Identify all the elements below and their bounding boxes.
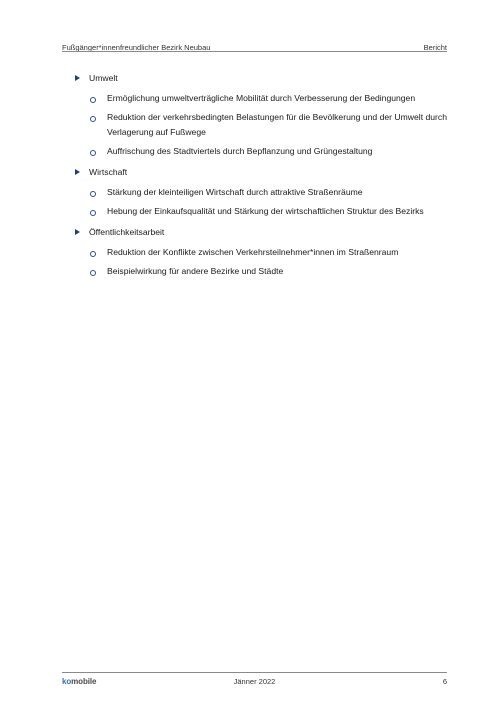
list-item-text: Auffrischung des Stadtviertels durch Bepflanzung und Grüngestaltung: [107, 145, 373, 156]
triangle-bullet-icon: [75, 169, 80, 175]
list-item-text: Reduktion der Konflikte zwischen Verkehrsteilnehmer*innen im Straßenraum: [107, 247, 399, 257]
document-type: Bericht: [423, 43, 447, 52]
page-footer: [62, 677, 447, 689]
list-item: [90, 204, 447, 220]
section-umwelt: [75, 71, 447, 159]
section-heading: [75, 165, 447, 178]
sub-list: [90, 185, 447, 219]
sub-list: [90, 91, 447, 159]
section-title: Wirtschaft: [89, 166, 128, 177]
page-number: 6: [442, 677, 447, 686]
section-heading: [75, 71, 447, 84]
list-item-text: Stärkung der kleinteiligen Wirtschaft durch attraktive Straßenräume: [107, 187, 363, 197]
page-header: [62, 38, 447, 52]
circle-bullet-icon: [90, 191, 96, 197]
list-item: [90, 264, 447, 280]
list-item: [90, 245, 447, 261]
circle-bullet-icon: [90, 116, 96, 122]
footer-divider: [62, 672, 447, 673]
circle-bullet-icon: [90, 251, 96, 257]
section-oeffentlichkeitsarbeit: [75, 225, 447, 279]
circle-bullet-icon: [90, 210, 96, 216]
circle-bullet-icon: [90, 150, 96, 156]
list-item: [90, 110, 447, 141]
section-title: Öffentlichkeitsarbeit: [89, 226, 165, 237]
list-item: [90, 185, 447, 201]
main-content: [75, 71, 447, 285]
list-item-text: Reduktion der verkehrsbedingten Belastungen für die Bevölkerung und der Umwelt durch Verlagerung auf Fußwege: [107, 111, 447, 137]
list-item-text: Beispielwirkung für andere Bezirke und Städte: [107, 265, 284, 276]
sub-list: [90, 245, 447, 279]
komobile-logo: komobile: [62, 677, 97, 686]
circle-bullet-icon: [90, 97, 96, 103]
footer-date: Jänner 2022: [233, 677, 276, 686]
triangle-bullet-icon: [75, 75, 80, 81]
triangle-bullet-icon: [75, 229, 80, 235]
document-title: Fußgänger*innenfreundlicher Bezirk Neubau: [62, 43, 211, 52]
header-divider: [62, 51, 447, 52]
list-item: [90, 144, 447, 160]
list-item: [90, 91, 447, 107]
list-item-text: Ermöglichung umweltverträgliche Mobilität durch Verbesserung der Bedingungen: [107, 93, 416, 103]
section-title: Umwelt: [89, 72, 118, 83]
section-heading: [75, 225, 447, 238]
circle-bullet-icon: [90, 270, 96, 276]
list-item-text: Hebung der Einkaufsqualität und Stärkung der wirtschaftlichen Struktur des Bezirks: [107, 205, 424, 216]
section-wirtschaft: [75, 165, 447, 219]
